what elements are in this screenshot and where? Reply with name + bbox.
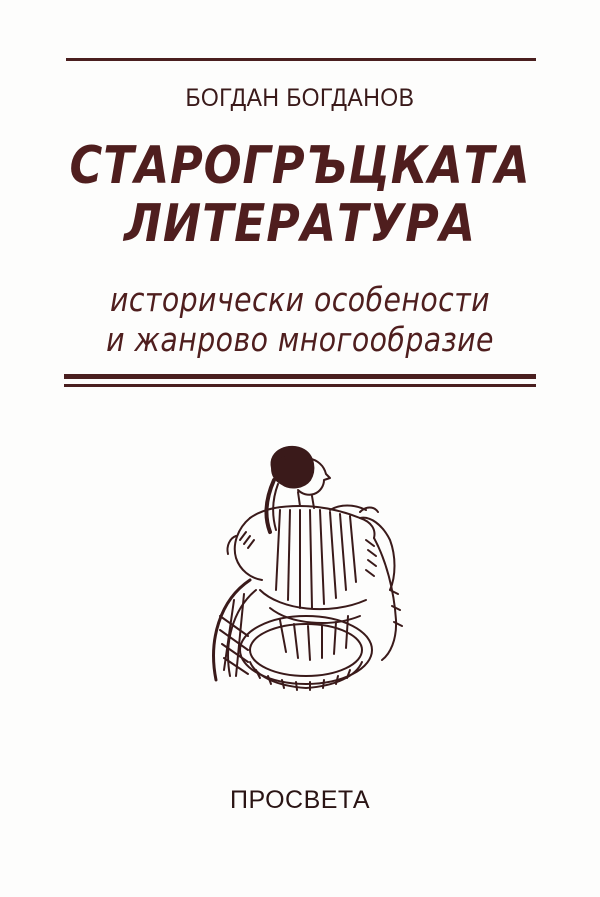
divider-thick-rule (64, 374, 536, 379)
title-line-1: СТАРОГРЪЦКАТА (69, 136, 531, 196)
top-rule (66, 58, 536, 61)
author-name: БОГДАН БОГДАНОВ (185, 84, 415, 112)
subtitle-line-1: исторически особености (109, 280, 491, 319)
publisher-name: ПРОСВЕТА (229, 786, 371, 814)
title-line-2: ЛИТЕРАТУРА (124, 194, 476, 254)
subtitle-line-2: и жанрово многообразие (106, 320, 494, 359)
divider-thin-rule (64, 384, 536, 387)
greek-woman-with-lyre-icon (190, 440, 430, 705)
